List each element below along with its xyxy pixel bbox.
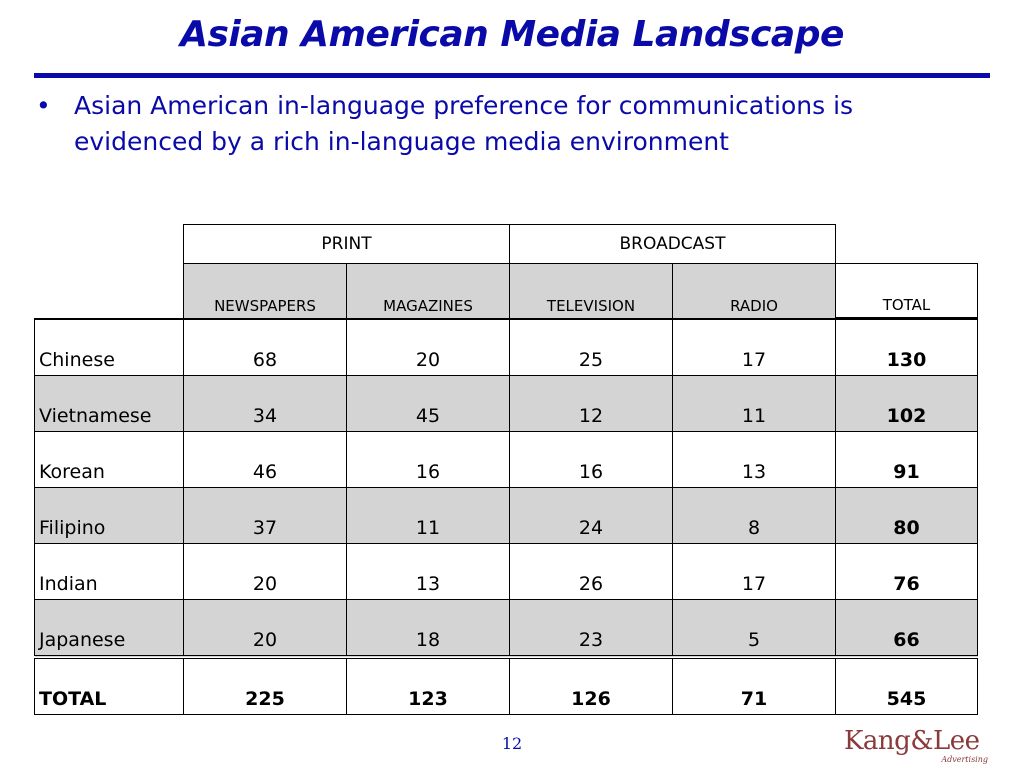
row-label: Chinese	[35, 319, 184, 376]
table-cell: 8	[673, 488, 836, 544]
table-cell: 46	[184, 432, 347, 488]
group-header-print: PRINT	[184, 225, 510, 264]
logo-wordmark: Kang&Lee	[844, 726, 980, 756]
total-cell: 123	[347, 657, 510, 715]
table-cell: 13	[673, 432, 836, 488]
row-total-cell: 102	[836, 376, 978, 432]
table-cell: 24	[510, 488, 673, 544]
row-label: Korean	[35, 432, 184, 488]
table-cell: 16	[347, 432, 510, 488]
total-cell: 225	[184, 657, 347, 715]
column-header: NEWSPAPERS	[184, 264, 347, 319]
table-cell: 20	[184, 600, 347, 658]
table-cell: 17	[673, 319, 836, 376]
table-cell: 26	[510, 544, 673, 600]
table-cell: 11	[673, 376, 836, 432]
table-row	[35, 432, 978, 488]
column-header: MAGAZINES	[347, 264, 510, 319]
total-cell: 126	[510, 657, 673, 715]
table-cell: 20	[184, 544, 347, 600]
bullet-text: Asian American in-language preference for communications is evidenced by a rich in-language media environment	[74, 91, 854, 156]
bullet-dot-icon: •	[36, 91, 51, 120]
total-row-label: TOTAL	[35, 657, 184, 715]
table-cell: 5	[673, 600, 836, 658]
table-cell: 16	[510, 432, 673, 488]
table-row	[35, 544, 978, 600]
table-cell: 18	[347, 600, 510, 658]
table-row	[35, 488, 978, 544]
page-number: 12	[501, 734, 523, 753]
column-header: RADIO	[673, 264, 836, 319]
row-total-cell: 91	[836, 432, 978, 488]
row-total-cell: 80	[836, 488, 978, 544]
title-underline	[34, 73, 990, 78]
row-label: Filipino	[35, 488, 184, 544]
table-cell: 68	[184, 319, 347, 376]
column-header-row	[35, 264, 978, 319]
corner-cell	[836, 225, 978, 264]
bullet-point	[36, 88, 956, 160]
grand-total-cell: 545	[836, 657, 978, 715]
total-cell: 71	[673, 657, 836, 715]
table-cell: 45	[347, 376, 510, 432]
row-label: Vietnamese	[35, 376, 184, 432]
row-label: Indian	[35, 544, 184, 600]
slide-title: Asian American Media Landscape	[180, 14, 844, 55]
table-cell: 13	[347, 544, 510, 600]
column-header: TELEVISION	[510, 264, 673, 319]
table-cell: 20	[347, 319, 510, 376]
row-total-cell: 66	[836, 600, 978, 658]
column-header-total: TOTAL	[836, 264, 978, 319]
table-row	[35, 600, 978, 658]
table-cell: 25	[510, 319, 673, 376]
row-label: Japanese	[35, 600, 184, 658]
table-cell: 34	[184, 376, 347, 432]
logo-tagline: Advertising	[941, 755, 988, 764]
group-header-broadcast: BROADCAST	[510, 225, 836, 264]
table-cell: 11	[347, 488, 510, 544]
kang-lee-logo	[844, 727, 994, 763]
media-table	[34, 224, 978, 715]
table-cell: 37	[184, 488, 347, 544]
table-row	[35, 319, 978, 376]
table-row	[35, 376, 978, 432]
corner-cell	[35, 225, 184, 264]
table-cell: 23	[510, 600, 673, 658]
grand-total-row	[35, 657, 978, 715]
group-header-row	[35, 225, 978, 264]
table-cell: 17	[673, 544, 836, 600]
row-total-cell: 76	[836, 544, 978, 600]
row-total-cell: 130	[836, 319, 978, 376]
table-cell: 12	[510, 376, 673, 432]
corner-cell	[35, 264, 184, 319]
